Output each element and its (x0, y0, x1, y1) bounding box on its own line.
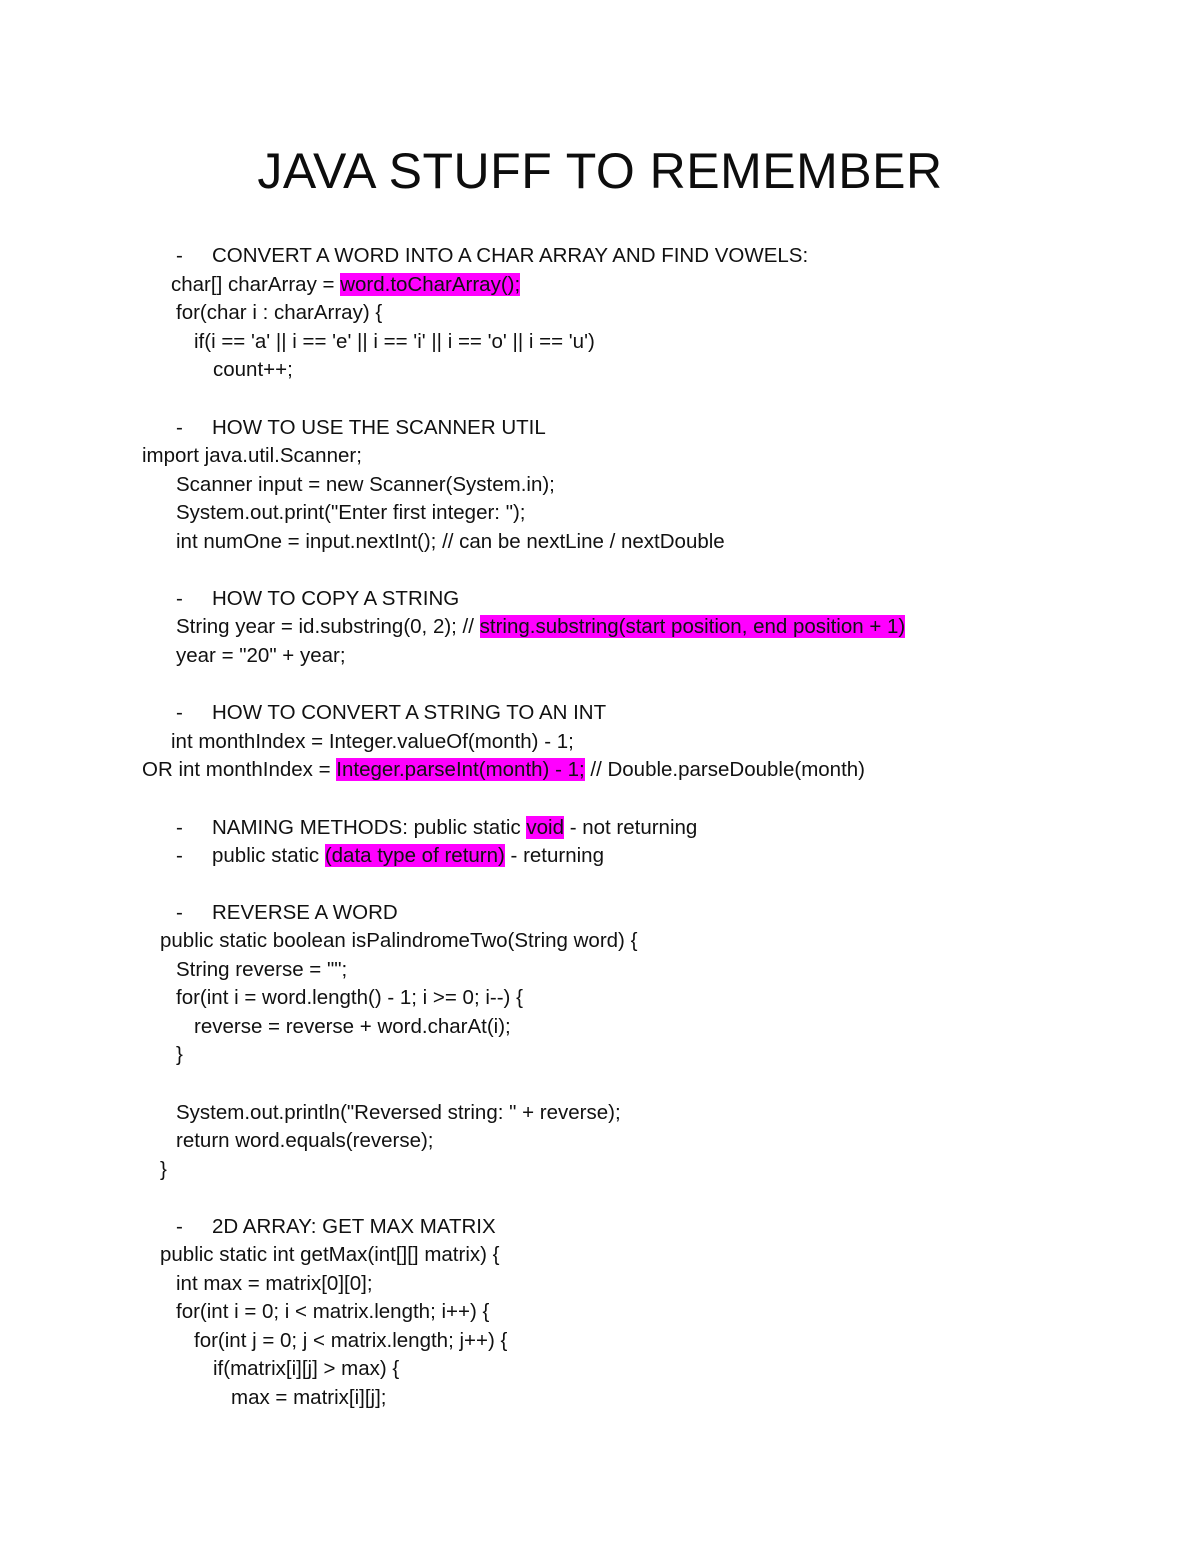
heading-text: CONVERT A WORD INTO A CHAR ARRAY AND FIND VOWELS: (212, 244, 809, 267)
code-line: String reverse = ""; (176, 958, 348, 981)
code-line: year = "20" + year; (176, 644, 346, 667)
code-line: import java.util.Scanner; (142, 444, 362, 467)
section-heading-reverse-word (176, 900, 398, 926)
code-line: return word.equals(reverse); (176, 1129, 434, 1152)
code-line: public static boolean isPalindromeTwo(String word) { (160, 929, 638, 952)
naming-methods-void (176, 815, 697, 841)
code-line: for(int i = word.length() - 1; i >= 0; i--) { (176, 986, 523, 1009)
highlighted-text: Integer.parseInt(month) - 1; (336, 758, 585, 781)
heading-text: HOW TO CONVERT A STRING TO AN INT (212, 701, 607, 724)
page-title: JAVA STUFF TO REMEMBER (257, 143, 943, 199)
bullet-dash: - (176, 816, 183, 839)
code-line: int max = matrix[0][0]; (176, 1272, 373, 1295)
heading-text: HOW TO USE THE SCANNER UTIL (212, 416, 546, 439)
code-text: String year = id.substring(0, 2); // (176, 615, 480, 638)
code-text: public static (212, 844, 325, 867)
code-line: System.out.println("Reversed string: " + reverse); (176, 1101, 621, 1124)
bullet-dash: - (176, 244, 183, 267)
code-text: - not returning (564, 816, 698, 839)
code-line: } (176, 1043, 183, 1066)
highlighted-text: string.substring(start position, end position + 1) (479, 615, 906, 638)
code-line: int monthIndex = Integer.valueOf(month) - 1; (171, 730, 574, 753)
code-line: for(char i : charArray) { (176, 301, 383, 324)
code-text: // Double.parseDouble(month) (584, 758, 866, 781)
code-line: reverse = reverse + word.charAt(i); (194, 1015, 511, 1038)
code-line: for(int j = 0; j < matrix.length; j++) { (194, 1329, 508, 1352)
section-heading-convert-int (176, 700, 606, 726)
code-line: int numOne = input.nextInt(); // can be nextLine / nextDouble (176, 530, 725, 553)
code-line: for(int i = 0; i < matrix.length; i++) { (176, 1300, 490, 1323)
code-text: OR int monthIndex = (142, 758, 337, 781)
code-line: max = matrix[i][j]; (231, 1386, 387, 1409)
bullet-dash: - (176, 901, 183, 924)
code-line (171, 272, 520, 298)
section-heading-char-array (176, 243, 808, 269)
code-line: if(matrix[i][j] > max) { (213, 1357, 400, 1380)
highlighted-text: word.toCharArray(); (340, 273, 521, 296)
bullet-dash: - (176, 416, 183, 439)
section-heading-2d-array (176, 1214, 496, 1240)
bullet-dash: - (176, 587, 183, 610)
code-line: count++; (213, 358, 293, 381)
code-line: if(i == 'a' || i == 'e' || i == 'i' || i == 'o' || i == 'u') (194, 330, 595, 353)
bullet-dash: - (176, 844, 183, 867)
bullet-dash: - (176, 1215, 183, 1238)
code-text: char[] charArray = (171, 273, 341, 296)
code-line: System.out.print("Enter first integer: "); (176, 501, 526, 524)
heading-text: 2D ARRAY: GET MAX MATRIX (212, 1215, 496, 1238)
highlighted-text: (data type of return) (324, 844, 505, 867)
code-line: public static int getMax(int[][] matrix) { (160, 1243, 500, 1266)
code-text: - returning (504, 844, 604, 867)
code-line (142, 757, 865, 783)
section-heading-scanner (176, 415, 546, 441)
heading-text: REVERSE A WORD (212, 901, 398, 924)
highlighted-text: void (526, 816, 564, 839)
section-heading-copy-string (176, 586, 459, 612)
code-text: NAMING METHODS: public static (212, 816, 527, 839)
heading-text: HOW TO COPY A STRING (212, 587, 460, 610)
naming-methods-return (176, 843, 604, 869)
code-line (176, 614, 905, 640)
bullet-dash: - (176, 701, 183, 724)
code-line: Scanner input = new Scanner(System.in); (176, 473, 555, 496)
code-line: } (160, 1158, 167, 1181)
